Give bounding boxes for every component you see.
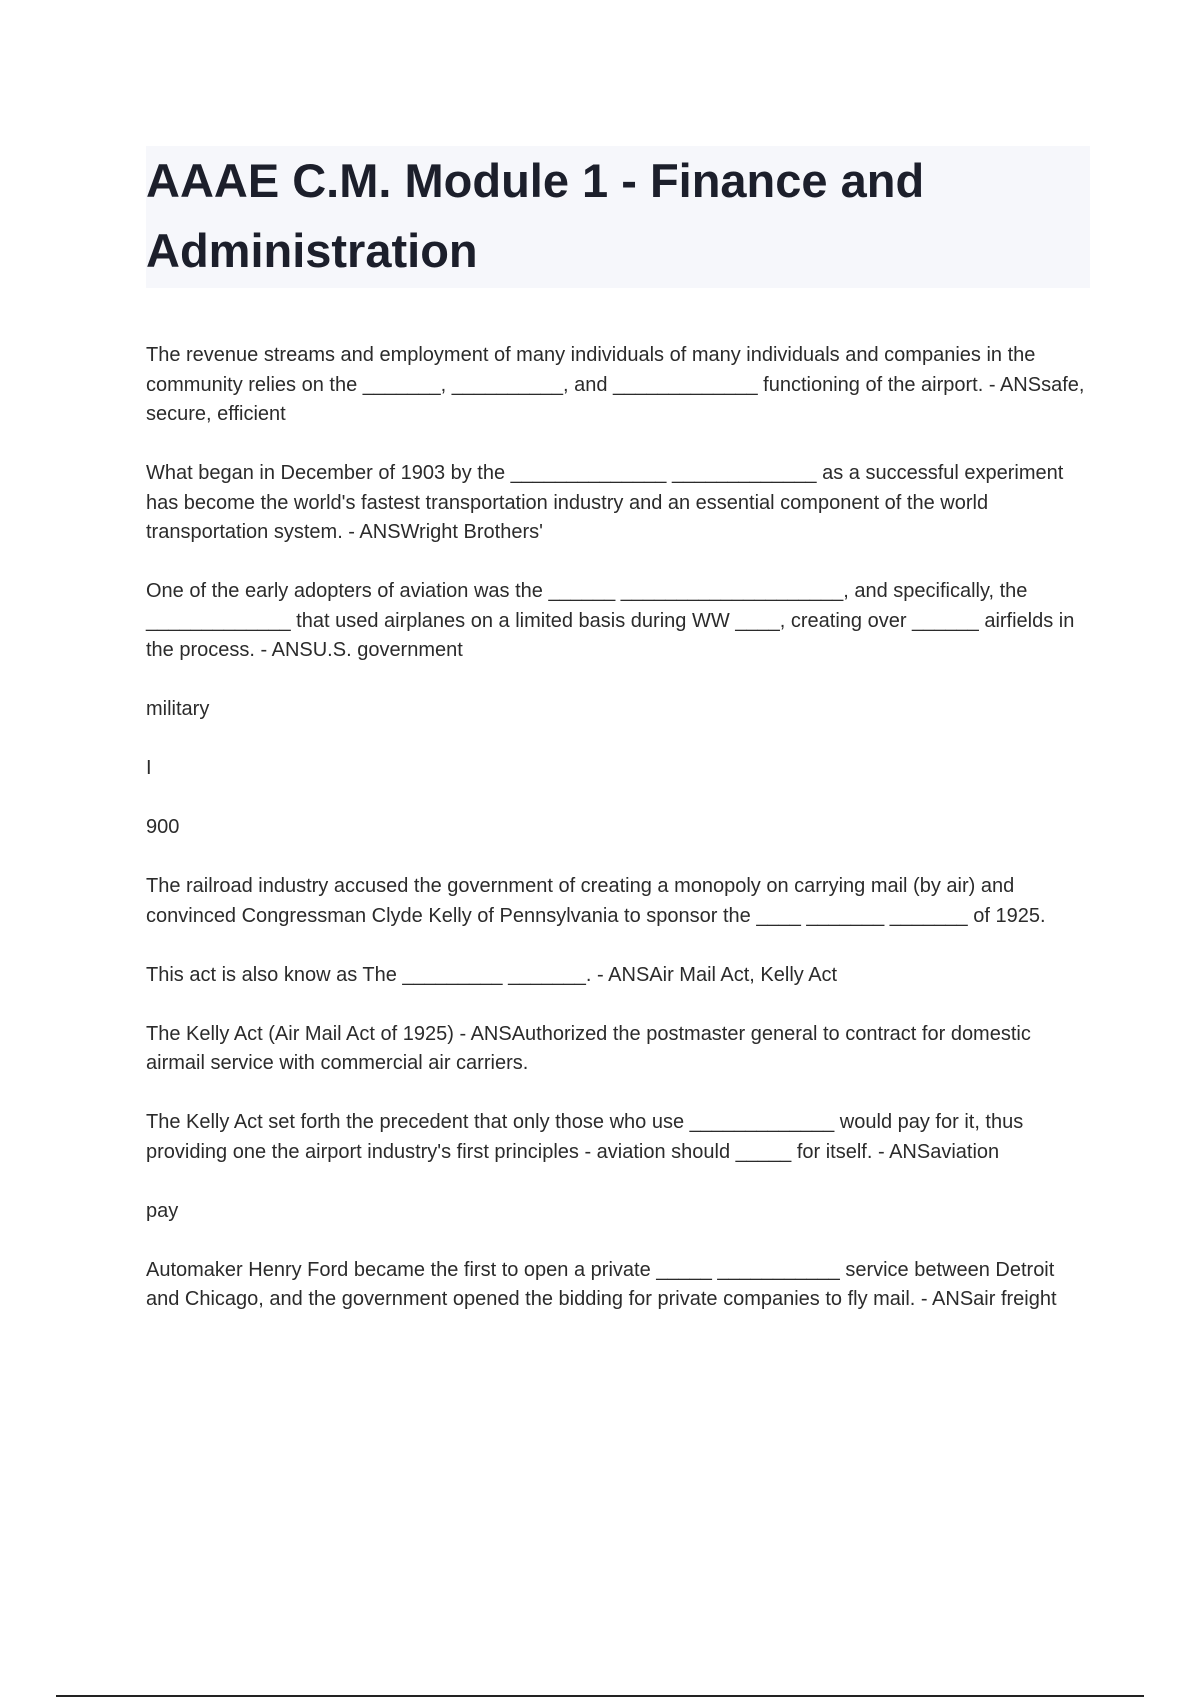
document-body bbox=[146, 341, 1090, 1344]
title-band bbox=[146, 146, 1090, 288]
paragraph-kelly-act-definition: The Kelly Act (Air Mail Act of 1925) - ANSAuthorized the postmaster general to contract for domestic airmail service with commercial air carriers. bbox=[146, 1022, 1031, 1074]
paragraph-pay: pay bbox=[146, 1199, 179, 1222]
paragraph-henry-ford: Automaker Henry Ford became the first to open a private _____ ___________ service between Detroit and Chicago, and the government opened the bidding for private companies to fly mail. - ANSair freight bbox=[146, 1258, 1057, 1310]
paragraph-act-also-known: This act is also know as The _________ _______. - ANSAir Mail Act, Kelly Act bbox=[146, 963, 838, 986]
footer-divider bbox=[56, 1695, 1144, 1697]
page-title: AAAE C.M. Module 1 - Finance and Administration bbox=[146, 154, 925, 277]
paragraph-airfield-count: 900 bbox=[146, 816, 180, 838]
paragraph-military: military bbox=[146, 698, 210, 720]
paragraph-december-1903: What began in December of 1903 by the ______________ _____________ as a successful experiment has become the world's fastest transportation industry and an essential component of the world transportation system. - ANSWright Brothers' bbox=[146, 462, 1064, 543]
paragraph-kelly-act-precedent: The Kelly Act set forth the precedent that only those who use _____________ would pay for it, thus providing one the airport industry's first principles - aviation should _____ for itself. - ANSaviation bbox=[146, 1111, 1024, 1163]
paragraph-ww-number: I bbox=[146, 757, 152, 779]
paragraph-early-adopters: One of the early adopters of aviation was the ______ ____________________, and specifically, the _____________ that used airplanes on a limited basis during WW ____, creating over ______ airfields in the process. - ANSU.S. government bbox=[146, 580, 1075, 661]
paragraph-revenue-streams: The revenue streams and employment of many individuals of many individuals and companies in the community relies on the _______, __________, and _____________ functioning of the airport. - ANSsafe, secure, efficient bbox=[146, 344, 1085, 425]
paragraph-railroad-industry: The railroad industry accused the government of creating a monopoly on carrying mail (by air) and convinced Congressman Clyde Kelly of Pennsylvania to sponsor the ____ _______ _______ of 1925. bbox=[146, 875, 1046, 927]
